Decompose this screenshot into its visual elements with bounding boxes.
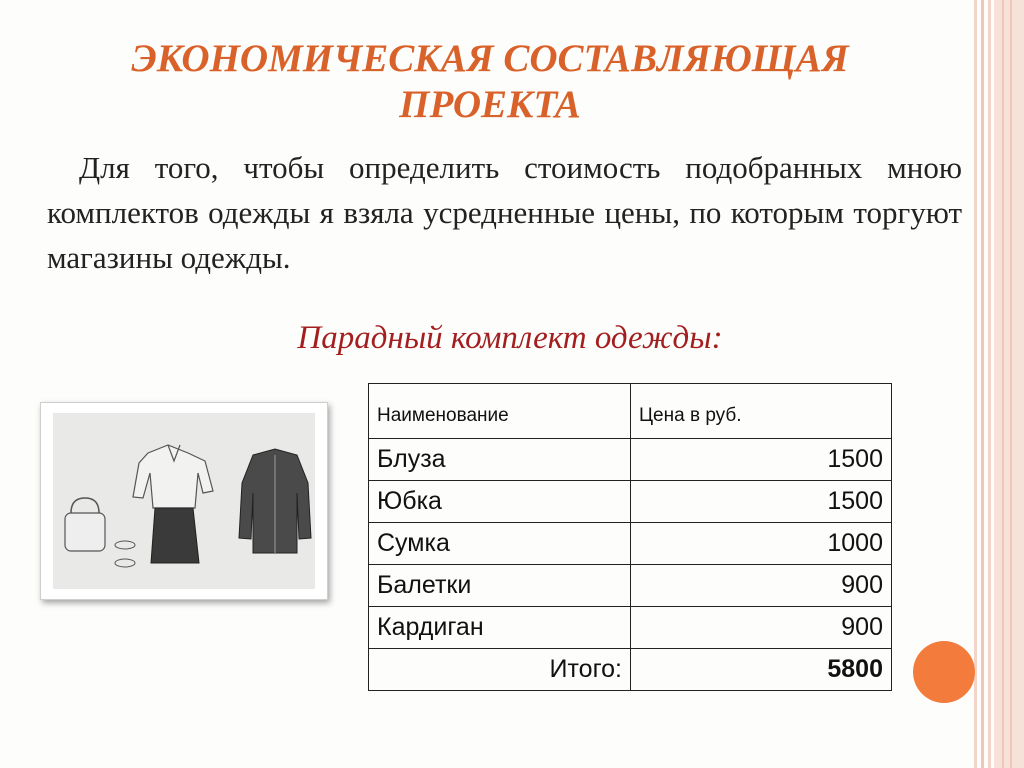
total-value: 5800: [631, 649, 892, 691]
table-row: [369, 607, 892, 649]
table-row: [369, 439, 892, 481]
item-name: Юбка: [369, 481, 631, 523]
item-price: 1500: [631, 481, 892, 523]
slide-title: ЭКОНОМИЧЕСКАЯ СОСТАВЛЯЮЩАЯ ПРОЕКТА: [131, 37, 849, 126]
table-total-row: [369, 649, 892, 691]
price-table: [368, 383, 892, 691]
decorative-stripes: [974, 0, 1024, 768]
clothing-sketch-image: [40, 402, 328, 600]
table-row: [369, 481, 892, 523]
column-header-name: Наименование: [369, 384, 631, 439]
decorative-circle: [913, 641, 975, 703]
item-name: Сумка: [369, 523, 631, 565]
table-header-row: [369, 384, 892, 439]
total-label: Итого:: [369, 649, 631, 691]
section-subtitle: Парадный комплект одежды:: [297, 320, 723, 356]
column-header-price: Цена в руб.: [631, 384, 892, 439]
table-row: [369, 565, 892, 607]
item-price: 1500: [631, 439, 892, 481]
item-price: 900: [631, 565, 892, 607]
table-row: [369, 523, 892, 565]
item-name: Блуза: [369, 439, 631, 481]
intro-paragraph: Для того, чтобы определить стоимость подобранных мною комплектов одежды я взяла усредненные цены, по которым торгуют магазины одежды.: [47, 150, 962, 275]
item-price: 1000: [631, 523, 892, 565]
item-name: Балетки: [369, 565, 631, 607]
item-price: 900: [631, 607, 892, 649]
item-name: Кардиган: [369, 607, 631, 649]
